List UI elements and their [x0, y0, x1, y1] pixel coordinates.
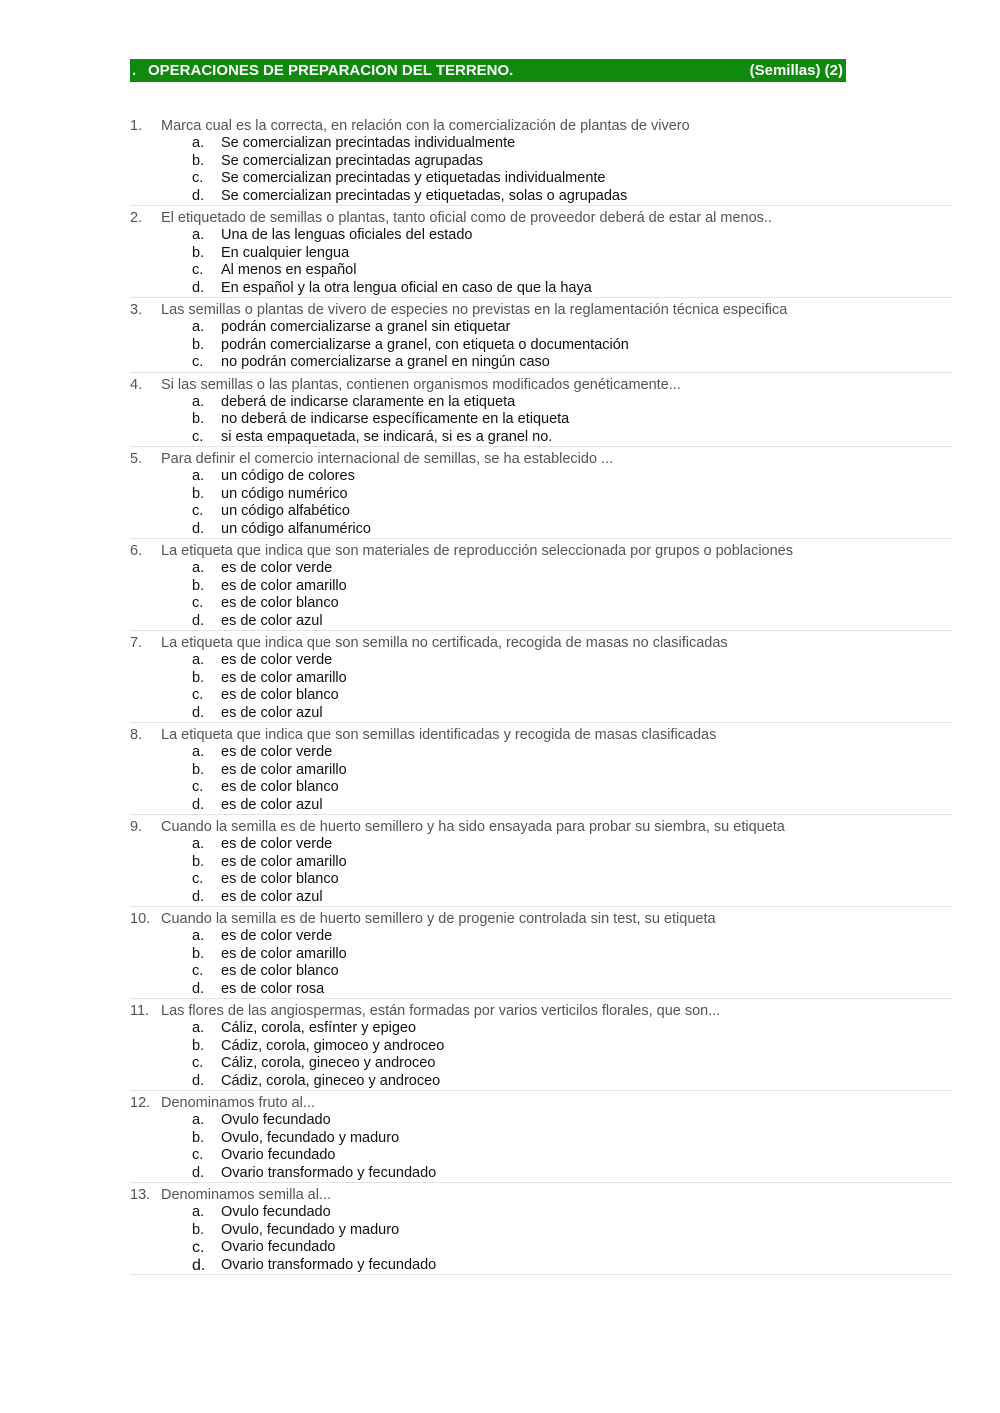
answer-option[interactable]	[130, 797, 952, 815]
question-row	[130, 450, 952, 468]
option-letter: d.	[192, 704, 205, 721]
answer-option[interactable]	[130, 521, 952, 539]
question-text: Las flores de las angiospermas, están formadas por varios verticilos florales, que son...	[161, 1003, 721, 1019]
answer-option[interactable]	[130, 1222, 952, 1240]
question-item	[130, 301, 952, 373]
question-row	[130, 818, 952, 836]
option-letter: b.	[192, 1129, 205, 1146]
option-letter: b.	[192, 244, 205, 261]
option-text: Cádiz, corola, gimoceo y androceo	[221, 1037, 445, 1054]
option-text: es de color azul	[221, 888, 323, 905]
question-number: 3.	[130, 302, 143, 318]
answer-option[interactable]	[130, 280, 952, 298]
option-text: Se comercializan precintadas agrupadas	[221, 152, 483, 169]
answer-option[interactable]	[130, 153, 952, 171]
option-text: es de color blanco	[221, 871, 339, 887]
option-text: es de color azul	[221, 796, 323, 813]
question-number: 11.	[130, 1003, 150, 1019]
answer-option[interactable]	[130, 854, 952, 872]
answer-option[interactable]	[130, 135, 952, 153]
option-letter: c.	[192, 1147, 204, 1163]
option-letter: d.	[192, 796, 205, 813]
option-letter: c.	[192, 871, 204, 887]
option-letter: b.	[192, 945, 205, 962]
option-text: si esta empaquetada, se indicará, si es a granel no.	[221, 428, 553, 445]
answer-option[interactable]	[130, 262, 952, 280]
answer-option[interactable]	[130, 963, 952, 981]
answer-option[interactable]	[130, 503, 952, 521]
answer-option[interactable]	[130, 170, 952, 188]
option-text: es de color verde	[221, 744, 333, 760]
answer-option[interactable]	[130, 652, 952, 670]
option-text: un código alfabético	[221, 503, 350, 519]
option-text: Cáliz, corola, esfínter y epigeo	[221, 1020, 417, 1036]
option-text: es de color rosa	[221, 980, 325, 997]
option-text: Se comercializan precintadas y etiquetadas, solas o agrupadas	[221, 187, 628, 204]
option-letter: a.	[192, 135, 205, 151]
option-text: Ovulo fecundado	[221, 1112, 331, 1128]
option-text: es de color verde	[221, 928, 333, 944]
option-text: un código alfanumérico	[221, 520, 371, 537]
option-text: En español y la otra lengua oficial en caso de que la haya	[221, 279, 592, 296]
answer-option[interactable]	[130, 928, 952, 946]
answer-option[interactable]	[130, 1257, 952, 1275]
question-text: Cuando la semilla es de huerto semillero y ha sido ensayada para probar su siembra, su etiqueta	[161, 819, 785, 835]
option-letter: d.	[192, 888, 205, 905]
option-text: es de color azul	[221, 704, 323, 721]
option-letter: c.	[192, 170, 204, 186]
header-bullet: .	[132, 62, 137, 79]
question-row	[130, 117, 952, 135]
option-letter: c.	[192, 503, 204, 519]
question-item	[130, 910, 952, 999]
answer-option[interactable]	[130, 394, 952, 412]
option-letter: d.	[192, 279, 205, 296]
option-letter: b.	[192, 152, 205, 169]
option-text: Ovario fecundado	[221, 1239, 336, 1255]
answer-option[interactable]	[130, 486, 952, 504]
option-text: podrán comercializarse a granel, con etiqueta o documentación	[221, 336, 629, 353]
question-row	[130, 634, 952, 652]
option-letter: c.	[192, 779, 204, 795]
option-letter: a.	[192, 1112, 205, 1128]
answer-option[interactable]	[130, 1147, 952, 1165]
option-letter: b.	[192, 669, 205, 686]
option-letter: d.	[192, 520, 205, 537]
question-item	[130, 1002, 952, 1091]
option-text: Al menos en español	[221, 262, 357, 278]
question-text: El etiquetado de semillas o plantas, tanto oficial como de proveedor deberá de estar al menos..	[161, 210, 772, 226]
answer-option[interactable]	[130, 560, 952, 578]
option-text: Cáliz, corola, gineceo y androceo	[221, 1055, 436, 1071]
question-row	[130, 376, 952, 394]
answer-option[interactable]	[130, 354, 952, 372]
answer-option[interactable]	[130, 779, 952, 797]
answer-option[interactable]	[130, 429, 952, 447]
answer-option[interactable]	[130, 468, 952, 486]
option-text: no podrán comercializarse a granel en ningún caso	[221, 354, 550, 370]
question-item	[130, 542, 952, 631]
option-text: es de color blanco	[221, 595, 339, 611]
question-row	[130, 209, 952, 227]
option-letter: b.	[192, 761, 205, 778]
option-letter: a.	[192, 1020, 205, 1036]
option-text: es de color verde	[221, 836, 333, 852]
answer-option[interactable]	[130, 245, 952, 263]
answer-option[interactable]	[130, 411, 952, 429]
answer-option[interactable]	[130, 762, 952, 780]
answer-option[interactable]	[130, 1130, 952, 1148]
option-text: Ovario transformado y fecundado	[221, 1164, 437, 1181]
option-letter: d.	[192, 187, 205, 204]
option-text: Una de las lenguas oficiales del estado	[221, 227, 473, 243]
question-item	[130, 1186, 952, 1275]
question-row	[130, 726, 952, 744]
question-item	[130, 726, 952, 815]
question-text: Si las semillas o las plantas, contienen organismos modificados genéticamente...	[161, 376, 681, 393]
question-number: 8.	[130, 727, 143, 743]
option-letter: c.	[192, 1239, 205, 1256]
question-row	[130, 542, 952, 560]
option-letter: b.	[192, 485, 205, 502]
option-text: es de color verde	[221, 652, 333, 668]
answer-option[interactable]	[130, 595, 952, 613]
question-number: 13.	[130, 1187, 151, 1203]
option-letter: d.	[192, 1256, 206, 1274]
option-letter: c.	[192, 1055, 204, 1071]
question-number: 10.	[130, 911, 151, 927]
option-text: podrán comercializarse a granel sin etiquetar	[221, 319, 511, 335]
option-letter: a.	[192, 928, 205, 944]
question-number: 5.	[130, 451, 143, 467]
question-row	[130, 1002, 952, 1020]
option-text: es de color blanco	[221, 687, 339, 703]
option-letter: b.	[192, 577, 205, 594]
answer-option[interactable]	[130, 871, 952, 889]
question-number: 2.	[130, 210, 143, 226]
option-text: Ovulo, fecundado y maduro	[221, 1129, 400, 1146]
option-letter: a.	[192, 1204, 205, 1220]
option-letter: a.	[192, 652, 205, 668]
question-text: Marca cual es la correcta, en relación con la comercialización de plantas de vivero	[161, 118, 690, 134]
option-text: es de color blanco	[221, 779, 339, 795]
option-text: un código numérico	[221, 485, 348, 502]
option-text: Se comercializan precintadas individualmente	[221, 135, 516, 151]
question-row	[130, 910, 952, 928]
question-row	[130, 1094, 952, 1112]
answer-option[interactable]	[130, 981, 952, 999]
answer-option[interactable]	[130, 319, 952, 337]
answer-option[interactable]	[130, 744, 952, 762]
option-text: Ovulo, fecundado y maduro	[221, 1221, 400, 1238]
option-letter: b.	[192, 853, 205, 870]
answer-option[interactable]	[130, 188, 952, 206]
question-number: 9.	[130, 819, 143, 835]
question-item	[130, 1094, 952, 1183]
option-text: En cualquier lengua	[221, 244, 350, 261]
question-item	[130, 818, 952, 907]
question-item	[130, 634, 952, 723]
answer-option[interactable]	[130, 705, 952, 723]
answer-option[interactable]	[130, 613, 952, 631]
option-letter: c.	[192, 687, 204, 703]
option-letter: c.	[192, 428, 204, 445]
answer-option[interactable]	[130, 946, 952, 964]
question-text: La etiqueta que indica que son semilla no certificada, recogida de masas no clasificadas	[161, 635, 728, 651]
option-letter: c.	[192, 354, 204, 370]
answer-option[interactable]	[130, 1073, 952, 1091]
option-text: Cádiz, corola, gineceo y androceo	[221, 1072, 441, 1089]
option-text: es de color amarillo	[221, 853, 347, 870]
question-item	[130, 376, 952, 448]
option-letter: a.	[192, 836, 205, 852]
option-letter: a.	[192, 560, 205, 576]
option-letter: b.	[192, 1037, 205, 1054]
answer-option[interactable]	[130, 1239, 952, 1257]
answer-option[interactable]	[130, 1020, 952, 1038]
option-letter: b.	[192, 336, 205, 353]
question-number: 4.	[130, 376, 143, 393]
question-text: Cuando la semilla es de huerto semillero y de progenie controlada sin test, su etiqueta	[161, 911, 716, 927]
question-number: 12.	[130, 1095, 151, 1111]
option-letter: c.	[192, 595, 204, 611]
option-text: es de color amarillo	[221, 945, 347, 962]
question-text: Denominamos semilla al...	[161, 1187, 332, 1203]
option-letter: d.	[192, 1072, 205, 1089]
answer-option[interactable]	[130, 337, 952, 355]
option-text: deberá de indicarse claramente en la etiqueta	[221, 393, 516, 410]
option-letter: d.	[192, 612, 205, 629]
answer-option[interactable]	[130, 687, 952, 705]
question-item	[130, 450, 952, 539]
answer-option[interactable]	[130, 578, 952, 596]
option-letter: b.	[192, 1221, 205, 1238]
answer-option[interactable]	[130, 1204, 952, 1222]
option-letter: d.	[192, 1164, 205, 1181]
option-text: Ovario transformado y fecundado	[221, 1256, 437, 1273]
option-text: es de color amarillo	[221, 577, 347, 594]
option-letter: a.	[192, 468, 205, 484]
question-text: Las semillas o plantas de vivero de especies no previstas en la reglamentación técnica especifica	[161, 302, 788, 318]
question-item	[130, 209, 952, 298]
header-tag: (Semillas) (2)	[749, 62, 843, 79]
option-letter: b.	[192, 411, 205, 427]
question-text: La etiqueta que indica que son semillas identificadas y recogida de masas clasificadas	[161, 727, 717, 743]
answer-option[interactable]	[130, 670, 952, 688]
header-bar	[130, 59, 846, 82]
option-letter: a.	[192, 227, 205, 243]
option-letter: c.	[192, 963, 204, 979]
option-text: un código de colores	[221, 468, 355, 484]
option-text: es de color amarillo	[221, 669, 347, 686]
question-number: 6.	[130, 543, 143, 559]
question-text: Para definir el comercio internacional de semillas, se ha establecido ...	[161, 451, 614, 467]
option-letter: d.	[192, 980, 205, 997]
question-item	[130, 117, 952, 206]
answer-option[interactable]	[130, 1055, 952, 1073]
option-text: es de color verde	[221, 560, 333, 576]
option-text: Ovario fecundado	[221, 1147, 336, 1163]
question-list	[130, 117, 952, 1278]
answer-option[interactable]	[130, 889, 952, 907]
answer-option[interactable]	[130, 1038, 952, 1056]
option-letter: a.	[192, 393, 205, 410]
answer-option[interactable]	[130, 1165, 952, 1183]
question-text: La etiqueta que indica que son materiales de reproducción seleccionada por grupos o poblaciones	[161, 543, 793, 559]
option-letter: a.	[192, 319, 205, 335]
answer-option[interactable]	[130, 1112, 952, 1130]
page-title: OPERACIONES DE PREPARACION DEL TERRENO.	[148, 62, 514, 79]
answer-option[interactable]	[130, 227, 952, 245]
option-text: es de color azul	[221, 612, 323, 629]
option-text: no deberá de indicarse específicamente en la etiqueta	[221, 411, 570, 427]
answer-option[interactable]	[130, 836, 952, 854]
question-number: 7.	[130, 635, 143, 651]
option-text: Se comercializan precintadas y etiquetadas individualmente	[221, 170, 606, 186]
question-text: Denominamos fruto al...	[161, 1095, 315, 1111]
option-letter: a.	[192, 744, 205, 760]
question-number: 1.	[130, 118, 143, 134]
option-letter: c.	[192, 262, 204, 278]
option-text: Ovulo fecundado	[221, 1204, 331, 1220]
question-row	[130, 1186, 952, 1204]
option-text: es de color blanco	[221, 963, 339, 979]
question-row	[130, 301, 952, 319]
option-text: es de color amarillo	[221, 761, 347, 778]
